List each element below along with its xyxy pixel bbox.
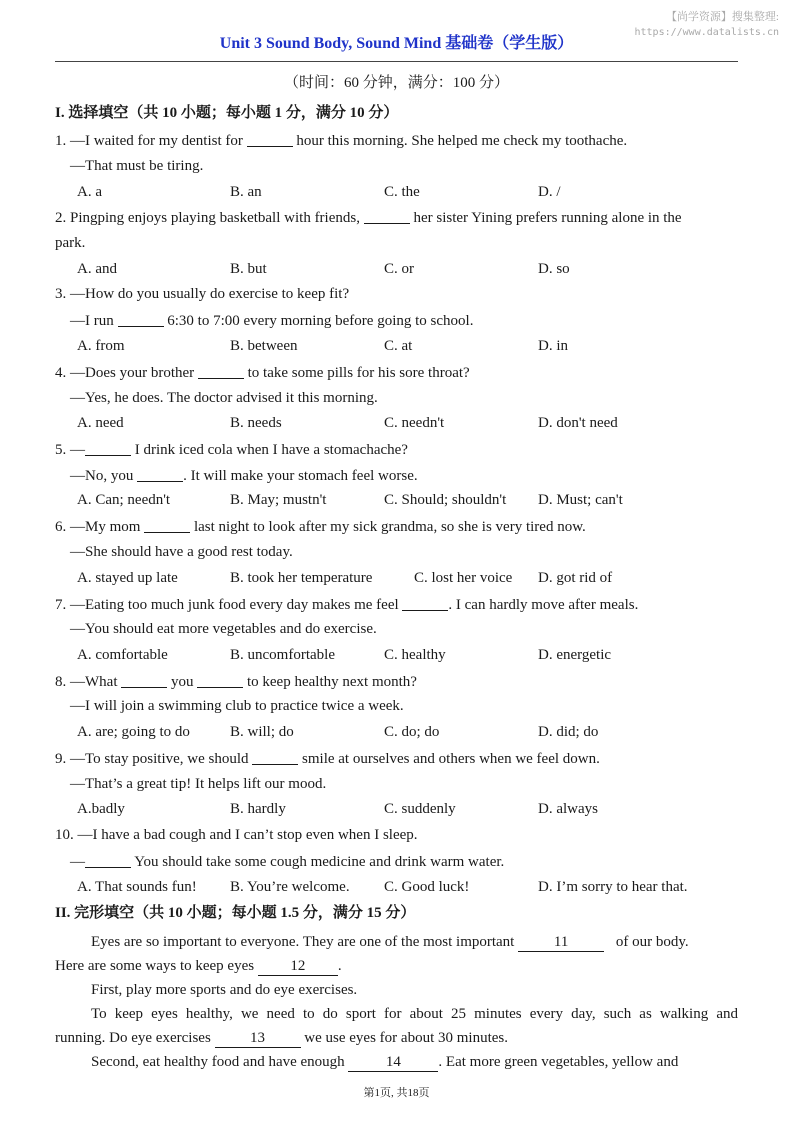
answer-blank <box>85 439 131 456</box>
question-4-reply: —Yes, he does. The doctor advised it this morning. <box>70 390 378 406</box>
option-c: C. needn't <box>384 415 445 431</box>
option-d: D. did; do <box>538 724 599 740</box>
question-4: 4. —Does your brother to take some pills for his sore throat? <box>55 362 738 383</box>
section-heading: II. 完形填空（共 10 小题；每小题 1.5 分，满分 15 分） <box>55 905 416 921</box>
option-a: A. That sounds fun! <box>77 879 197 895</box>
answer-blank <box>144 516 190 533</box>
option-a: A. from <box>77 338 125 354</box>
option-a: A. comfortable <box>77 647 168 663</box>
option-d: D. in <box>538 338 568 354</box>
watermark-source: 【尚学资源】搜集整理: <box>665 11 779 23</box>
option-a: A. a <box>77 184 102 200</box>
option-c: C. suddenly <box>384 801 456 817</box>
option-d: D. Must; can't <box>538 492 623 508</box>
question-10: 10. —I have a bad cough and I can’t stop even when I sleep. <box>55 827 418 843</box>
answer-blank <box>198 362 244 379</box>
passage-line: To keep eyes healthy, we need to do sport for about 25 minutes every day, such as walking and <box>91 1006 738 1022</box>
question-6-reply: —She should have a good rest today. <box>70 544 293 560</box>
question-1: 1. —I waited for my dentist for hour this morning. She helped me check my toothache. <box>55 130 738 151</box>
cloze-blank-12: 12 <box>258 958 338 976</box>
option-b: B. uncomfortable <box>230 647 335 663</box>
answer-blank <box>252 748 298 765</box>
option-b: B. needs <box>230 415 282 431</box>
option-b: B. will; do <box>230 724 294 740</box>
option-d: D. I’m sorry to hear that. <box>538 879 688 895</box>
header-divider <box>55 61 738 62</box>
section-heading: I. 选择填空（共 10 小题；每小题 1 分，满分 10 分） <box>55 105 399 121</box>
option-d: D. don't need <box>538 415 618 431</box>
passage-line: Eyes are so important to everyone. They are one of the most important 11 of our body. <box>91 934 689 950</box>
question-5-reply: —No, you . It will make your stomach feel worse. <box>70 465 738 486</box>
option-b: B. You’re welcome. <box>230 879 350 895</box>
answer-blank <box>364 207 410 224</box>
answer-blank <box>137 465 183 482</box>
question-6: 6. —My mom last night to look after my sick grandma, so she is very tired now. <box>55 516 738 537</box>
question-3-reply: —I run 6:30 to 7:00 every morning before going to school. <box>70 310 738 331</box>
question-7-reply: —You should eat more vegetables and do exercise. <box>70 621 377 637</box>
option-d: D. so <box>538 261 570 277</box>
question-1-reply: —That must be tiring. <box>70 158 204 174</box>
option-b: B. between <box>230 338 298 354</box>
question-2: 2. Pingping enjoys playing basketball with friends, her sister Yining prefers running alone in the <box>55 207 738 228</box>
option-a: A. Can; needn't <box>77 492 171 508</box>
passage-line: First, play more sports and do eye exercises. <box>91 982 358 998</box>
option-c: C. do; do <box>384 724 440 740</box>
option-c: C. Good luck! <box>384 879 470 895</box>
option-a: A. and <box>77 261 117 277</box>
watermark-url: https://www.datalists.cn <box>634 27 779 38</box>
answer-blank <box>121 671 167 688</box>
option-b: B. hardly <box>230 801 286 817</box>
question-7: 7. —Eating too much junk food every day makes me feel . I can hardly move after meals. <box>55 594 738 615</box>
question-9-reply: —That’s a great tip! It helps lift our mood. <box>70 776 327 792</box>
option-a: A. need <box>77 415 124 431</box>
answer-blank <box>402 594 448 611</box>
question-5: 5. — I drink iced cola when I have a stomachache? <box>55 439 738 460</box>
answer-blank <box>247 130 293 147</box>
passage-line: running. Do eye exercises 13 we use eyes for about 30 minutes. <box>55 1030 508 1046</box>
option-b: B. but <box>230 261 267 277</box>
option-a: A. stayed up late <box>77 570 178 586</box>
option-c: C. at <box>384 338 413 354</box>
time-info: （时间：60 分钟，满分：100 分） <box>283 75 509 91</box>
option-b: B. took her temperature <box>230 570 373 586</box>
option-d: D. got rid of <box>538 570 613 586</box>
answer-blank <box>85 851 131 868</box>
option-c: C. Should; shouldn't <box>384 492 507 508</box>
option-c: C. lost her voice <box>414 570 513 586</box>
option-c: C. or <box>384 261 414 277</box>
option-b: B. May; mustn't <box>230 492 327 508</box>
option-d: D. / <box>538 184 561 200</box>
question-8: 8. —What you to keep healthy next month? <box>55 671 738 692</box>
question-10-reply: — You should take some cough medicine and drink warm water. <box>70 851 738 872</box>
question-2-continued: park. <box>55 235 86 251</box>
option-a: A. are; going to do <box>77 724 190 740</box>
cloze-blank-13: 13 <box>215 1030 301 1048</box>
option-c: C. healthy <box>384 647 446 663</box>
option-b: B. an <box>230 184 262 200</box>
answer-blank <box>118 310 164 327</box>
question-8-reply: —I will join a swimming club to practice twice a week. <box>70 698 404 714</box>
option-d: D. energetic <box>538 647 612 663</box>
cloze-blank-14: 14 <box>348 1054 438 1072</box>
question-3: 3. —How do you usually do exercise to keep fit? <box>55 286 350 302</box>
option-d: D. always <box>538 801 598 817</box>
option-a: A.badly <box>77 801 125 817</box>
page-number: 第1页, 共18页 <box>363 1087 430 1099</box>
document-title: Unit 3 Sound Body, Sound Mind 基础卷（学生版） <box>219 35 574 52</box>
passage-line: Here are some ways to keep eyes 12 . <box>55 958 342 974</box>
cloze-blank-11: 11 <box>518 934 604 952</box>
question-9: 9. —To stay positive, we should smile at ourselves and others when we feel down. <box>55 748 738 769</box>
passage-line: Second, eat healthy food and have enough 14 . Eat more green vegetables, yellow and <box>91 1054 679 1070</box>
answer-blank <box>197 671 243 688</box>
option-c: C. the <box>384 184 420 200</box>
